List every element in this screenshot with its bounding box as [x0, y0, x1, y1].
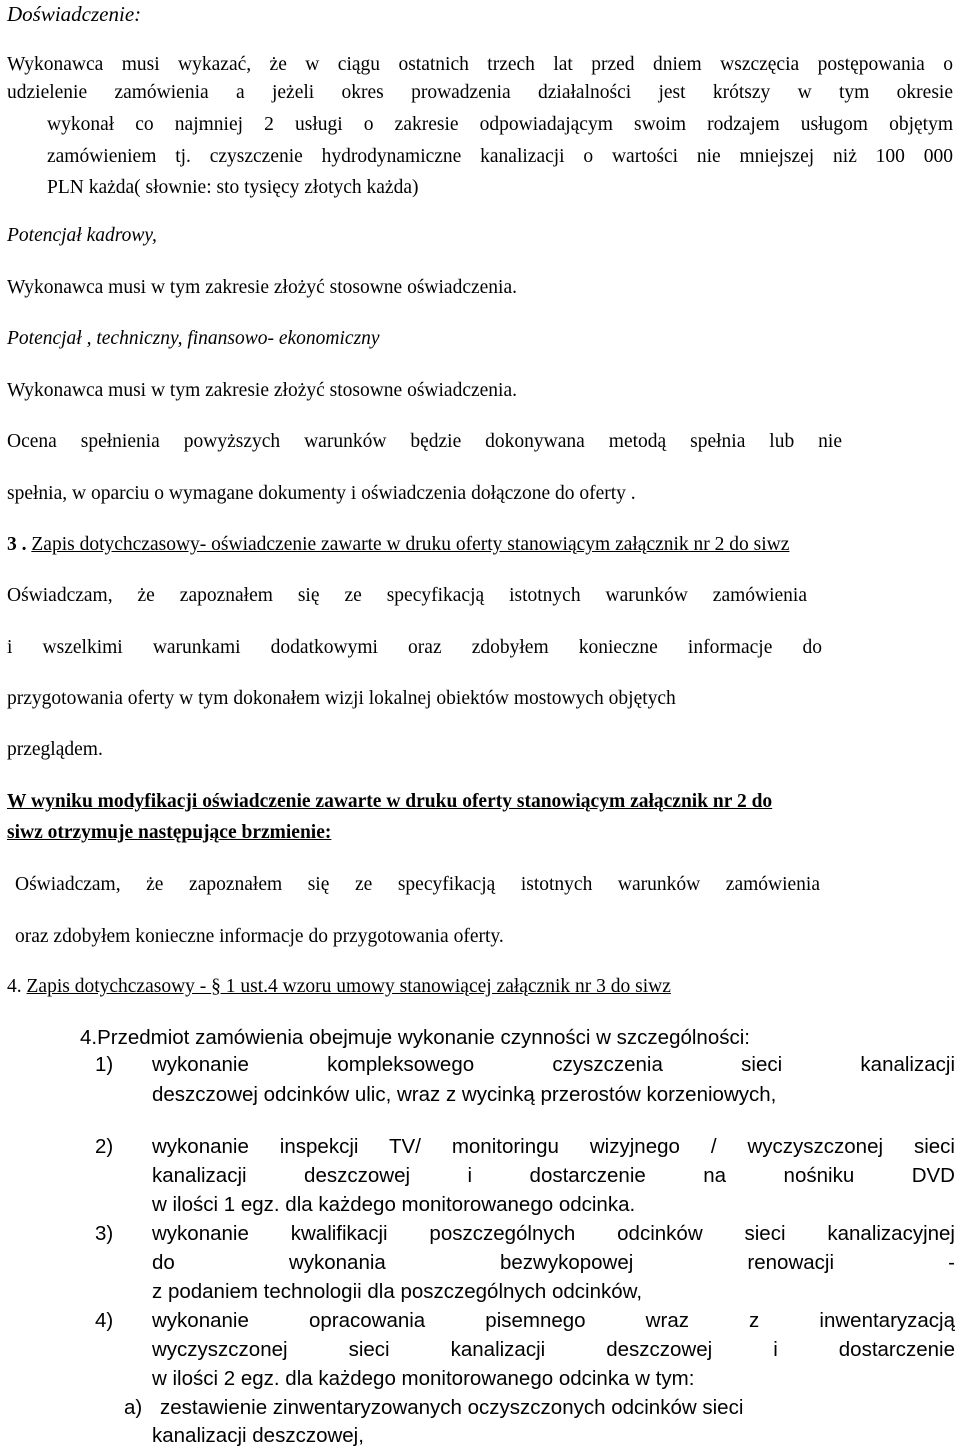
item-1-line-2: deszczowej odcinków ulic, wraz z wycinką przerostów korzeniowych, — [152, 1083, 777, 1106]
experience-line-5: PLN każda( słownie: sto tysięcy złotych każda) — [47, 177, 419, 198]
section3-old-line-3: przygotowania oferty w tym dokonałem wizji lokalnej obiektów mostowych objętych — [7, 688, 676, 709]
experience-line-4: zamówieniem tj. czyszczenie hydrodynamiczne kanalizacji o wartości nie mniejszej niż 100 000 — [47, 146, 953, 167]
item-2-line-3: w ilości 1 egz. dla każdego monitorowanego odcinka. — [152, 1193, 636, 1216]
section3-modification-heading-1: W wyniku modyfikacji oświadczenie zawarte w druku oferty stanowiącym załącznik nr 2 do — [7, 791, 773, 812]
subitem-a-line-1: zestawienie zinwentaryzowanych oczyszczonych odcinków sieci — [160, 1396, 744, 1419]
technical-text: Wykonawca musi w tym zakresie złożyć stosowne oświadczenia. — [7, 380, 517, 401]
section4-title-part2: 1 ust.4 wzoru umowy stanowiącej załącznik nr 3 do siwz — [220, 976, 671, 997]
section3-title-line — [7, 535, 789, 555]
staff-heading: Potencjał kadrowy, — [7, 225, 157, 246]
section3-number: 3 . — [7, 534, 27, 555]
experience-heading: Doświadczenie: — [7, 2, 142, 26]
item-2-number: 2) — [95, 1135, 114, 1158]
subitem-a-number: a) — [124, 1396, 143, 1419]
item-4-number: 4) — [95, 1309, 114, 1332]
experience-line-3: wykonał co najmniej 2 usługi o zakresie odpowiadającym swoim rodzajem usługom objętym — [47, 114, 953, 135]
section3-new-line-2: oraz zdobyłem konieczne informacje do przygotowania oferty. — [15, 926, 504, 947]
section4-title-part1: Zapis dotychczasowy - — [26, 976, 212, 997]
section4-intro: 4.Przedmiot zamówienia obejmuje wykonanie czynności w szczególności: — [80, 1026, 750, 1049]
item-1-line-1: wykonanie kompleksowego czyszczenia sieci kanalizacji — [152, 1053, 955, 1076]
section4-title — [27, 976, 671, 997]
section4-title-line — [7, 977, 671, 997]
item-1-number: 1) — [95, 1053, 114, 1076]
item-3-number: 3) — [95, 1222, 114, 1245]
evaluation-line-2: spełnia, w oparciu o wymagane dokumenty i oświadczenia dołączone do oferty . — [7, 483, 636, 504]
subitem-a-line-2: kanalizacji deszczowej, — [152, 1424, 364, 1447]
experience-line-2: udzielenie zamówienia a jeżeli okres prowadzenia działalności jest krótszy w tym okresie — [7, 82, 953, 103]
section3-old-line-1: Oświadczam, że zapoznałem się ze specyfikacją istotnych warunków zamówienia — [7, 585, 807, 606]
section3-new-line-1: Oświadczam, że zapoznałem się ze specyfikacją istotnych warunków zamówienia — [15, 874, 820, 895]
item-3-line-3: z podaniem technologii dla poszczególnych odcinków, — [152, 1280, 643, 1303]
item-3-line-2: do wykonania bezwykopowej renowacji - — [152, 1251, 955, 1274]
section3-old-line-2: i wszelkimi warunkami dodatkowymi oraz zdobyłem konieczne informacje do — [7, 637, 822, 658]
section3-modification-heading-2: siwz otrzymuje następujące brzmienie: — [7, 822, 332, 843]
item-3-line-1: wykonanie kwalifikacji poszczególnych odcinków sieci kanalizacyjnej — [152, 1222, 955, 1245]
paragraph-sign: § — [211, 976, 221, 997]
section4-number: 4. — [7, 976, 22, 997]
item-4-line-2: wyczyszczonej sieci kanalizacji deszczowej i dostarczenie — [152, 1338, 955, 1361]
experience-line-1: Wykonawca musi wykazać, że w ciągu ostatnich trzech lat przed dniem wszczęcia postępowania o — [7, 54, 953, 75]
technical-heading: Potencjał , techniczny, finansowo- ekonomiczny — [7, 328, 380, 349]
item-4-line-3: w ilości 2 egz. dla każdego monitorowanego odcinka w tym: — [152, 1367, 695, 1390]
section3-old-line-4: przeglądem. — [7, 739, 103, 760]
item-2-line-1: wykonanie inspekcji TV/ monitoringu wizyjnego / wyczyszczonej sieci — [152, 1135, 955, 1158]
staff-text: Wykonawca musi w tym zakresie złożyć stosowne oświadczenia. — [7, 277, 517, 298]
item-2-line-2: kanalizacji deszczowej i dostarczenie na nośniku DVD — [152, 1164, 955, 1187]
section3-title: Zapis dotychczasowy- oświadczenie zawarte w druku oferty stanowiącym załącznik nr 2 do siwz — [31, 534, 790, 555]
evaluation-line-1: Ocena spełnienia powyższych warunków będzie dokonywana metodą spełnia lub nie — [7, 431, 842, 452]
item-4-line-1: wykonanie opracowania pisemnego wraz z inwentaryzacją — [152, 1309, 955, 1332]
